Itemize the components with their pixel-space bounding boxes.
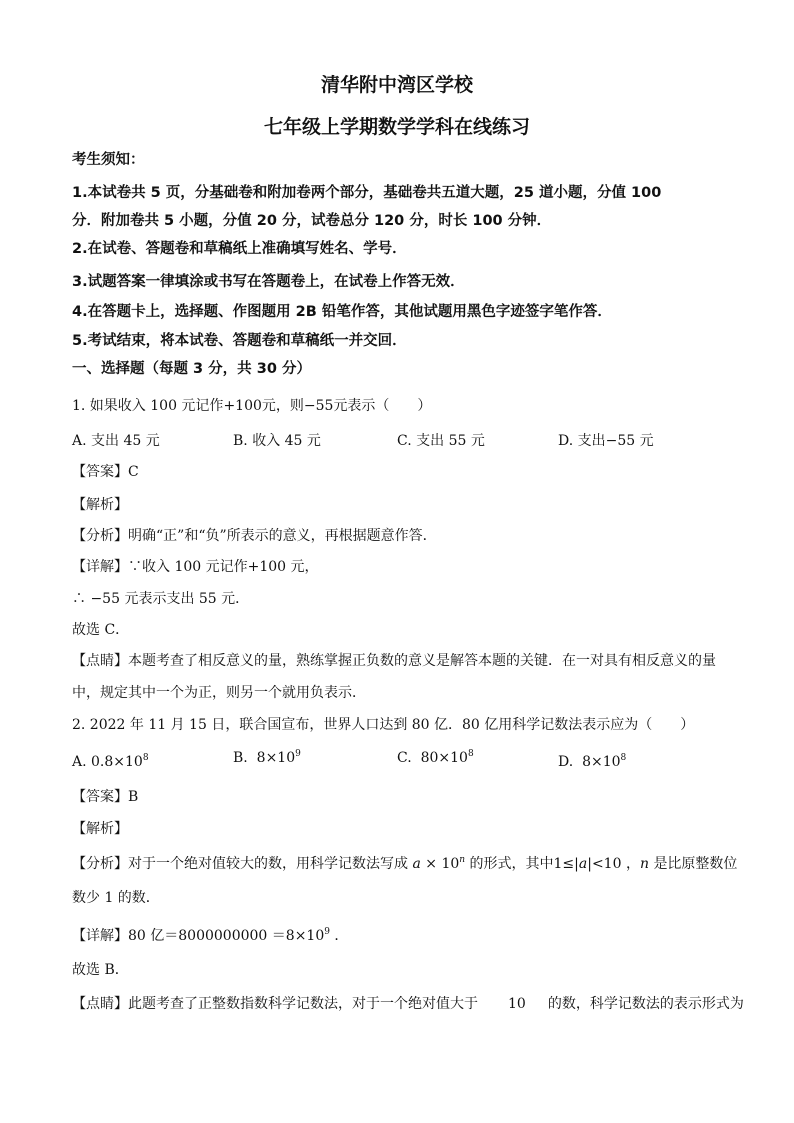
- q2-option-a: A. $0.8\times 10^8$: [72, 753, 149, 770]
- q1-analysis-tag: 【解析】: [72, 497, 128, 513]
- q2-fenxi-2: 数少 1 的数．: [72, 890, 160, 906]
- q1-xiangjie: 【详解】∵收入 100 元记作+100 元，: [72, 559, 319, 575]
- notice-heading: 考生须知：: [72, 152, 145, 168]
- notice-item-4: 4.在答题卡上，选择题、作图题用 2B 铅笔作答，其他试题用黑色字迹签字笔作答．: [72, 304, 612, 320]
- q1-fenxi: 【分析】明确“正”和“负”所表示的意义，再根据题意作答．: [72, 528, 437, 544]
- notice-item-2: 2.在试卷、答题卷和草稿纸上准确填写姓名、学号．: [72, 241, 407, 257]
- q1-option-a: A. 支出 45 元: [72, 433, 160, 449]
- school-title: 清华附中湾区学校: [320, 74, 473, 96]
- notice-item-1-cont: 分．附加卷共 5 小题，分值 20 分，试卷总分 120 分，时长 100 分钟．: [72, 213, 552, 229]
- q2-fenxi: 【分析】对于一个绝对值较大的数，用科学记数法写成 $a \times 10^n$ 的形式，其中1≤|a|<10 ，n 是比原整数位: [72, 855, 738, 872]
- q2-analysis-tag: 【解析】: [72, 821, 128, 837]
- q1-option-c: C. 支出 55 元: [397, 433, 485, 449]
- q1-dianjing-2: 中，规定其中一个为正，则另一个就用负表示．: [72, 685, 366, 701]
- q2-xiangjie: 【详解】80 亿$=8000000000 =8\times 10^9$ ．: [72, 927, 349, 944]
- q1-answer: 【答案】C: [72, 464, 139, 480]
- section-heading: 一、选择题（每题 3 分，共 30 分）: [72, 361, 311, 377]
- q2-option-b: B. $8\times 10^9$: [233, 749, 301, 766]
- q2-option-d: D. $8\times 10^8$: [558, 753, 627, 770]
- q1-option-b: B. 收入 45 元: [233, 433, 321, 449]
- q2-dianjing: 【点睛】此题考查了正整数指数科学记数法，对于一个绝对值大于 10 的数，科学记数法的表示形式为: [72, 996, 744, 1012]
- exam-title: 七年级上学期数学学科在线练习: [263, 116, 530, 138]
- notice-item-5: 5.考试结束，将本试卷、答题卷和草稿纸一并交回．: [72, 333, 407, 349]
- notice-item-1: 1.本试卷共 5 页，分基础卷和附加卷两个部分，基础卷共五道大题，25 道小题，分值 100: [72, 185, 662, 201]
- q2-option-c: C. $80\times 10^8$: [397, 749, 474, 766]
- q1-xiangjie-2: ∴ −55 元表示支出 55 元．: [72, 591, 250, 607]
- q1-option-d: D. 支出−55 元: [558, 433, 654, 449]
- notice-item-3: 3.试题答案一律填涂或书写在答题卷上，在试卷上作答无效．: [72, 274, 465, 290]
- q2-answer: 【答案】B: [72, 789, 139, 805]
- q1-conclusion: 故选 C．: [72, 622, 130, 638]
- q2-stem: 2. 2022 年 11 月 15 日，联合国宣布，世界人口达到 80 亿．80 亿用科学记数法表示应为（ ）: [72, 717, 695, 733]
- q1-dianjing: 【点睛】本题考查了相反意义的量，熟练掌握正负数的意义是解答本题的关键．在一对具有相反意义的量: [72, 653, 716, 669]
- q2-conclusion: 故选 B．: [72, 962, 129, 978]
- q1-stem: 1. 如果收入 100 元记作+100元，则−55元表示（ ）: [72, 398, 432, 414]
